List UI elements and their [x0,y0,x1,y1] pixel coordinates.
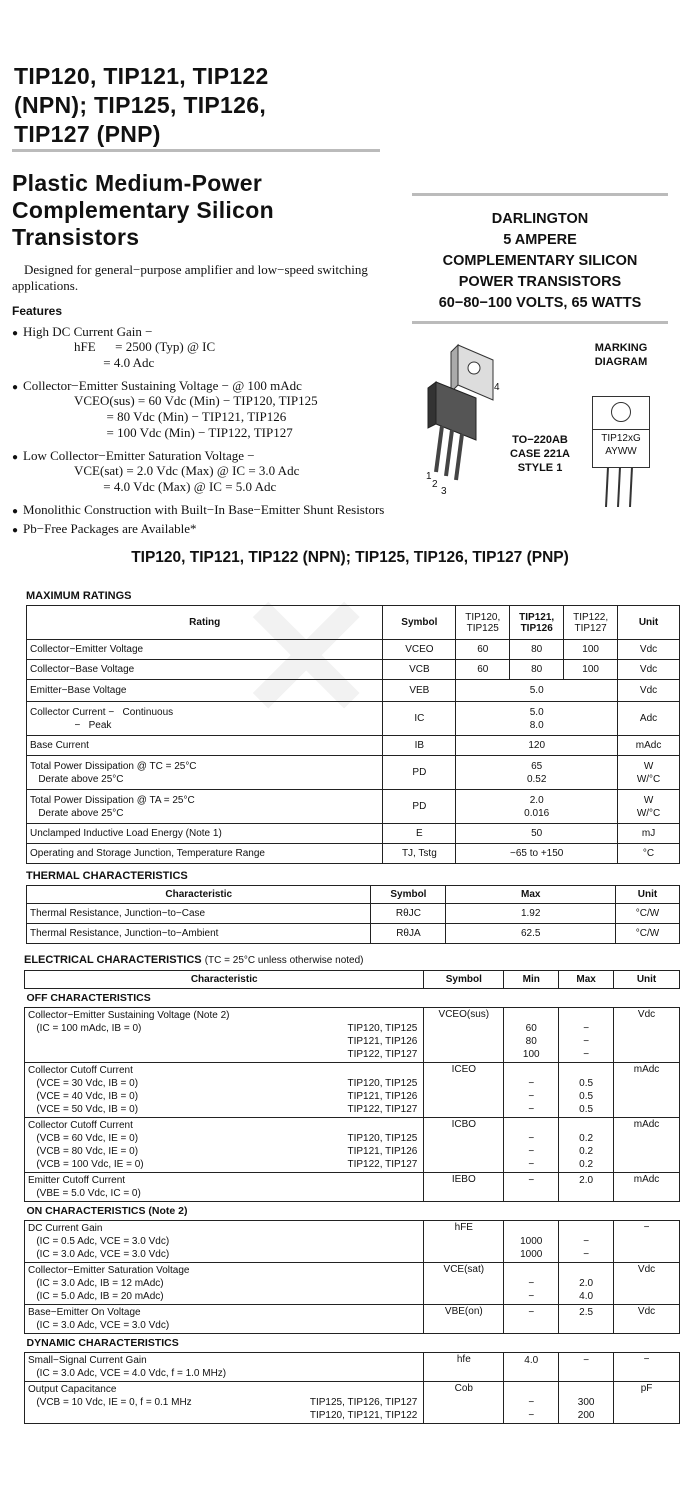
max-ratings-heading: MAXIMUM RATINGS [26,590,132,602]
col-header: TIP121, TIP126 [510,606,564,640]
thermal-table [26,885,680,944]
symbol-cell: PD [383,756,456,790]
pin-1: 1 [426,471,432,482]
part-numbers: TIP120, TIP121, TIP122 (NPN); TIP125, TIP126, TIP127 (PNP) [14,63,269,147]
feature-detail: = 100 Vdc (Min) − TIP122, TIP127 [74,425,293,440]
min-cell: − [504,1173,559,1202]
col-header: Symbol [424,971,504,989]
unit-cell: mJ [618,824,680,844]
col-header: Max [559,971,614,989]
table-row [25,1263,680,1305]
min-cell: − − [504,1263,559,1305]
to220-package-image [418,340,518,500]
unit-cell: °C [618,844,680,864]
package-label: TO−220AB CASE 221A STYLE 1 [510,434,570,474]
max-cell: − − − [559,1008,614,1063]
feature-detail: = 4.0 Adc [74,355,155,370]
group-label-row [25,1334,680,1353]
feature-text: Low Collector−Emitter Saturation Voltage − [23,448,255,463]
characteristic-cell [25,1008,424,1063]
col-header: TIP120, TIP125 [456,606,510,640]
characteristic-text: Collector−Emitter Saturation Voltage (IC = 3.0 Adc, IB = 12 mAdc) (IC = 5.0 Adc, IB = 20 mAdc) [28,1265,190,1302]
feature-detail: VCEO(sus) = 60 Vdc (Min) − TIP120, TIP125 [74,393,318,408]
min-cell: − − [504,1382,559,1424]
unit-cell: − [614,1353,680,1382]
value-cell: −65 to +150 [456,844,618,864]
table-row [27,844,680,864]
characteristic-text: Output Capacitance (VCB = 10 Vdc, IE = 0, f = 0.1 MHz [28,1384,192,1408]
min-cell: − − − [504,1118,559,1173]
value-cell: 65 0.52 [456,756,618,790]
unit-cell: °C/W [616,904,680,924]
rating-cell: Collector−Emitter Voltage [27,640,383,660]
feature-text: High DC Current Gain − [23,324,153,339]
max-cell: 1.92 [446,904,616,924]
thermal-heading: THERMAL CHARACTERISTICS [26,870,188,882]
table-row [25,1008,680,1063]
unit-cell: W W/°C [618,790,680,824]
feature-text: Pb−Free Packages are Available* [23,521,197,536]
unit-cell: W W/°C [618,756,680,790]
characteristic-cell: Thermal Resistance, Junction−to−Case [27,904,371,924]
characteristic-text: DC Current Gain (IC = 0.5 Adc, VCE = 3.0 Vdc) (IC = 3.0 Adc, VCE = 3.0 Vdc) [28,1223,170,1260]
characteristic-cell: Thermal Resistance, Junction−to−Ambient [27,924,371,944]
group-label: ON CHARACTERISTICS (Note 2) [26,1205,188,1217]
symbol-cell: VCE(sat) [424,1263,504,1305]
table-row [27,824,680,844]
unit-cell: Vdc [618,680,680,702]
table-row [27,736,680,756]
symbol-cell: ICEO [424,1063,504,1118]
rating-cell: Collector Current − Continuous − Peak [27,702,383,736]
value-cell: 60 [456,660,510,680]
col-header: Symbol [371,886,446,904]
value-cell: 80 [510,660,564,680]
mounting-hole-icon [611,402,631,422]
device-list: TIP120, TIP125 TIP121, TIP126 TIP122, TIP127 [347,1023,418,1060]
col-header: Characteristic [27,886,371,904]
pin-3: 3 [441,486,447,497]
symbol-cell: E [383,824,456,844]
characteristic-text: Collector Cutoff Current (VCE = 30 Vdc, IB = 0) (VCE = 40 Vdc, IB = 0) (VCE = 50 Vdc, IB = 0) [28,1065,139,1115]
bullet-icon: ● [12,452,24,463]
symbol-cell: IC [383,702,456,736]
max-cell: 0.2 0.2 0.2 [559,1118,614,1173]
marking-leads-icon [600,467,640,511]
rating-cell: Collector−Base Voltage [27,660,383,680]
feature-detail: hFE = 2500 (Typ) @ IC [74,339,216,354]
max-cell: 62.5 [446,924,616,944]
feature-item [12,502,384,520]
unit-cell: °C/W [616,924,680,944]
col-header: TIP122, TIP127 [564,606,618,640]
group-label: OFF CHARACTERISTICS [26,992,151,1004]
pin-2: 2 [432,479,438,490]
max-ratings-table [26,605,680,864]
group-label-row [25,989,680,1008]
symbol-cell: PD [383,790,456,824]
group-label-row [25,1202,680,1221]
symbol-cell: VEB [383,680,456,702]
section-heading: TIP120, TIP121, TIP122 (NPN); TIP125, TIP126, TIP127 (PNP) [131,549,569,566]
rating-cell: Total Power Dissipation @ TC = 25°C Derate above 25°C [27,756,383,790]
feature-detail: VCE(sat) = 2.0 Vdc (Max) @ IC = 3.0 Adc [74,463,300,478]
table-row [27,702,680,736]
characteristic-cell [25,1305,424,1334]
characteristic-cell [25,1382,424,1424]
summary-box: DARLINGTON 5 AMPERE COMPLEMENTARY SILICON POWER TRANSISTORS 60−80−100 VOLTS, 65 WATTS [438,211,642,311]
symbol-cell: Cob [424,1382,504,1424]
marking-diagram [592,396,650,468]
max-cell: 2.0 [559,1173,614,1202]
device-list: TIP120, TIP125 TIP121, TIP126 TIP122, TIP127 [347,1133,418,1170]
divider [12,149,380,152]
value-cell: 80 [510,640,564,660]
unit-cell: Vdc [614,1263,680,1305]
unit-cell: Vdc [618,660,680,680]
min-cell: 60 80 100 [504,1008,559,1063]
watermark: ✕ [235,564,378,754]
rating-cell: Unclamped Inductive Load Energy (Note 1) [27,824,383,844]
device-list: TIP125, TIP126, TIP127 TIP120, TIP121, TIP122 [309,1397,418,1421]
divider [412,193,668,196]
pin-4: 4 [494,382,500,393]
unit-cell: pF [614,1382,680,1424]
col-header: Max [446,886,616,904]
divider [412,321,668,324]
max-cell: 0.5 0.5 0.5 [559,1063,614,1118]
value-cell: 100 [564,640,618,660]
rating-cell: Emitter−Base Voltage [27,680,383,702]
value-cell: 60 [456,640,510,660]
characteristic-cell [25,1353,424,1382]
value-cell: 100 [564,660,618,680]
max-cell: 300 200 [559,1382,614,1424]
table-row [25,1382,680,1424]
feature-detail: = 80 Vdc (Min) − TIP121, TIP126 [74,409,287,424]
characteristic-cell [25,1173,424,1202]
characteristic-text: Emitter Cutoff Current (VBE = 5.0 Vdc, IC = 0) [28,1175,141,1199]
symbol-cell: RθJC [371,904,446,924]
bullet-icon: ● [12,382,24,393]
value-cell: 2.0 0.016 [456,790,618,824]
min-cell: − [504,1305,559,1334]
col-header: Characteristic [25,971,424,989]
unit-cell: Vdc [614,1305,680,1334]
feature-detail: = 4.0 Vdc (Max) @ IC = 5.0 Adc [74,479,277,494]
table-row [25,1118,680,1173]
symbol-cell: RθJA [371,924,446,944]
feature-text: Collector−Emitter Sustaining Voltage − @ 100 mAdc [23,378,302,393]
value-cell: 5.0 [456,680,618,702]
table-row [27,680,680,702]
feature-text: Monolithic Construction with Built−In Base−Emitter Shunt Resistors [23,502,385,517]
device-list: TIP120, TIP125 TIP121, TIP126 TIP122, TIP127 [347,1078,418,1115]
min-cell: 1000 1000 [504,1221,559,1263]
max-cell: 2.0 4.0 [559,1263,614,1305]
col-header: Unit [616,886,680,904]
characteristic-text: Collector Cutoff Current (VCB = 60 Vdc, IE = 0) (VCB = 80 Vdc, IE = 0) (VCB = 100 Vdc, IE = 0) [28,1120,144,1170]
bullet-icon: ● [12,525,24,536]
characteristic-text: Base−Emitter On Voltage (IC = 3.0 Adc, VCE = 3.0 Vdc) [28,1307,170,1331]
symbol-cell: VBE(on) [424,1305,504,1334]
max-cell: − [559,1353,614,1382]
min-cell: − − − [504,1063,559,1118]
col-header: Unit [614,971,680,989]
feature-item [12,521,197,539]
rating-cell: Base Current [27,736,383,756]
characteristic-text: Small−Signal Current Gain (IC = 3.0 Adc, VCE = 4.0 Vdc, f = 1.0 MHz) [28,1355,227,1379]
electrical-heading: ELECTRICAL CHARACTERISTICS (TC = 25°C unless otherwise noted) [24,954,364,966]
max-cell: − − [559,1221,614,1263]
characteristic-cell [25,1118,424,1173]
rating-cell: Operating and Storage Junction, Temperature Range [27,844,383,864]
col-header: Symbol [383,606,456,640]
features-heading: Features [12,304,63,318]
marking-diagram-title: MARKING DIAGRAM [594,342,648,368]
symbol-cell: hFE [424,1221,504,1263]
table-row [27,790,680,824]
characteristic-cell [25,1263,424,1305]
value-cell: 120 [456,736,618,756]
marking-text: TIP12xG AYWW [593,429,649,458]
rating-cell: Total Power Dissipation @ TA = 25°C Derate above 25°C [27,790,383,824]
characteristic-text: Collector−Emitter Sustaining Voltage (Note 2) (IC = 100 mAdc, IB = 0) [28,1010,230,1034]
characteristic-cell [25,1221,424,1263]
table-row [25,1063,680,1118]
table-row [25,1173,680,1202]
symbol-cell: IEBO [424,1173,504,1202]
unit-cell: Vdc [618,640,680,660]
symbol-cell: VCB [383,660,456,680]
unit-cell: Vdc [614,1008,680,1063]
min-cell: 4.0 [504,1353,559,1382]
bullet-icon: ● [12,506,24,517]
group-label: DYNAMIC CHARACTERISTICS [26,1337,179,1349]
electrical-table [24,970,680,1424]
symbol-cell: VCEO(sus) [424,1008,504,1063]
table-row [27,756,680,790]
unit-cell: mAdc [618,736,680,756]
symbol-cell: IB [383,736,456,756]
col-header: Min [504,971,559,989]
value-cell: 50 [456,824,618,844]
symbol-cell: TJ, Tstg [383,844,456,864]
unit-cell: mAdc [614,1063,680,1118]
col-header: Rating [27,606,383,640]
description: Designed for general−purpose amplifier and low−speed switching applications. [12,262,368,293]
table-row [25,1305,680,1334]
symbol-cell: hfe [424,1353,504,1382]
max-cell: 2.5 [559,1305,614,1334]
table-row [27,640,680,660]
unit-cell: Adc [618,702,680,736]
symbol-cell: ICBO [424,1118,504,1173]
unit-cell: mAdc [614,1118,680,1173]
table-row [25,1221,680,1263]
bullet-icon: ● [12,328,24,339]
characteristic-cell [25,1063,424,1118]
col-header: Unit [618,606,680,640]
page-title: Plastic Medium-Power Complementary Silicon Transistors [12,170,274,250]
unit-cell: − [614,1221,680,1263]
table-row [27,660,680,680]
symbol-cell: VCEO [383,640,456,660]
unit-cell: mAdc [614,1173,680,1202]
value-cell: 5.0 8.0 [456,702,618,736]
table-row [27,924,680,944]
table-row [27,904,680,924]
table-row [25,1353,680,1382]
